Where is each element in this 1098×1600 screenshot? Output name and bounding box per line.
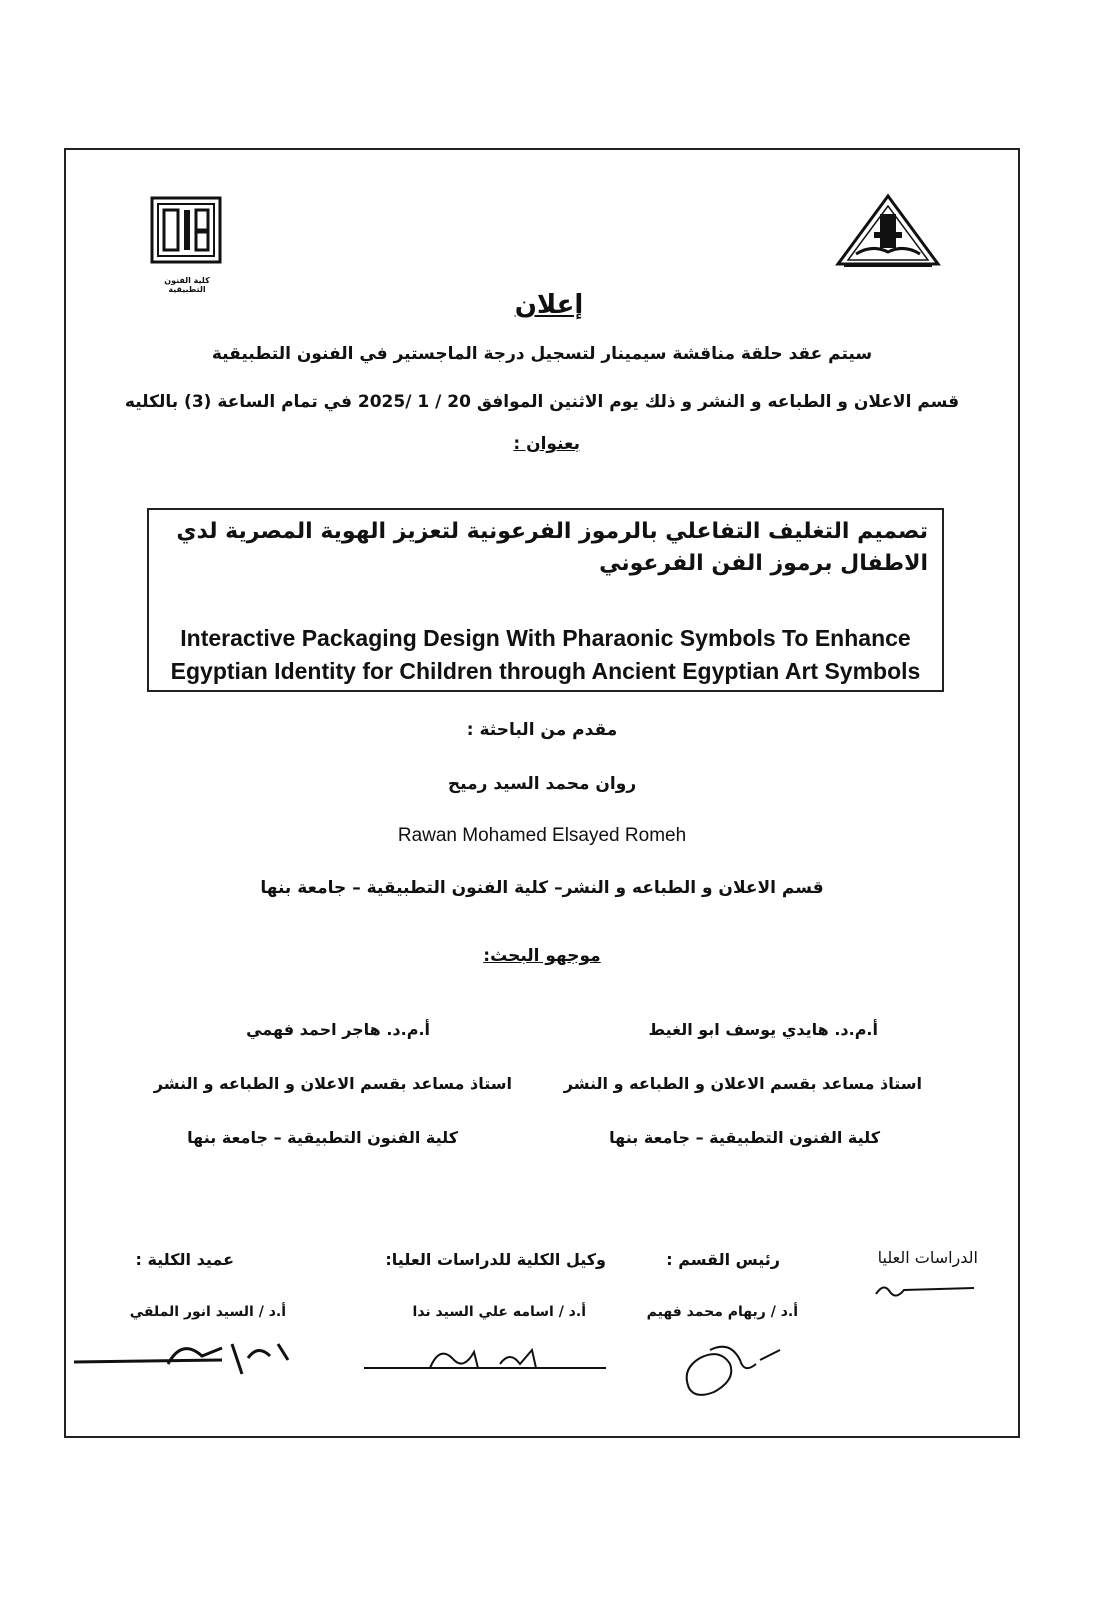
- presenter-department: قسم الاعلان و الطباعه و النشر– كلية الفنون التطبيقية – جامعة بنها: [260, 878, 824, 898]
- grad-studies-signature: [870, 1276, 980, 1306]
- university-logo: [834, 192, 942, 276]
- dean-name: أ.د / السيد انور الملقي: [129, 1304, 286, 1320]
- supervisor-right-name: أ.م.د. هايدي يوسف ابو الغيط: [648, 1020, 878, 1039]
- thesis-title-arabic: تصميم التغليف التفاعلي بالرموز الفرعونية لتعزيز الهوية المصرية لدي الاطفال برموز الفن الفرعوني: [176, 519, 928, 576]
- supervisor-left-name: أ.م.د. هاجر احمد فهمي: [246, 1020, 430, 1039]
- supervisor-right-title: استاذ مساعد بقسم الاعلان و الطباعه و النشر: [563, 1074, 922, 1093]
- thesis-title-english-line-2: Egyptian Identity for Children through Ancient Egyptian Art Symbols: [170, 658, 921, 684]
- head-of-department-name: أ.د / ريهام محمد فهيم: [646, 1304, 798, 1320]
- faculty-logo: [146, 196, 228, 294]
- head-of-department-signature: [670, 1330, 790, 1410]
- supervisor-left-title: استاذ مساعد بقسم الاعلان و الطباعه و النشر: [153, 1074, 512, 1093]
- dean-label: عميد الكلية :: [135, 1250, 234, 1269]
- dean-signature: [72, 1334, 302, 1384]
- thesis-title-box: [147, 508, 944, 692]
- faculty-logo-icon: [146, 196, 228, 278]
- thesis-title-english-line-1: Interactive Packaging Design With Pharaonic Symbols To Enhance: [180, 625, 911, 651]
- thesis-title-english: [155, 622, 936, 688]
- presenter-name-english: Rawan Mohamed Elsayed Romeh: [397, 825, 687, 846]
- faculty-logo-caption: كلية الفنون التطبيقية: [164, 276, 210, 294]
- grad-studies-label: الدراسات العليا: [877, 1248, 978, 1267]
- supervisor-right-faculty: كلية الفنون التطبيقية – جامعة بنها: [609, 1128, 880, 1147]
- announcement-line-1: سيتم عقد حلقة مناقشة سيمينار لتسجيل درجة الماجستير في الفنون التطبيقية: [211, 344, 873, 364]
- supervisors-label: موجهو البحث:: [483, 946, 601, 966]
- university-logo-icon: [834, 192, 942, 272]
- supervisor-left-faculty: كلية الفنون التطبيقية – جامعة بنها: [187, 1128, 458, 1147]
- presenter-label: مقدم من الباحثة :: [466, 720, 618, 740]
- vice-dean-name: أ.د / اسامه علي السيد ندا: [412, 1304, 586, 1320]
- vice-dean-label: وكيل الكلية للدراسات العليا:: [385, 1250, 606, 1269]
- presenter-name-arabic: روان محمد السيد رميح: [447, 774, 637, 794]
- head-of-department-label: رئيس القسم :: [666, 1250, 780, 1269]
- announcement-title: إعلان: [514, 290, 584, 320]
- announcement-line-2: قسم الاعلان و الطباعه و النشر و ذلك يوم الاثنين الموافق 20 / 1 /2025 في تمام الساعة (3) بالكليه: [124, 392, 960, 412]
- title-intro-label: بعنوان :: [513, 434, 580, 454]
- vice-dean-signature: [360, 1340, 610, 1380]
